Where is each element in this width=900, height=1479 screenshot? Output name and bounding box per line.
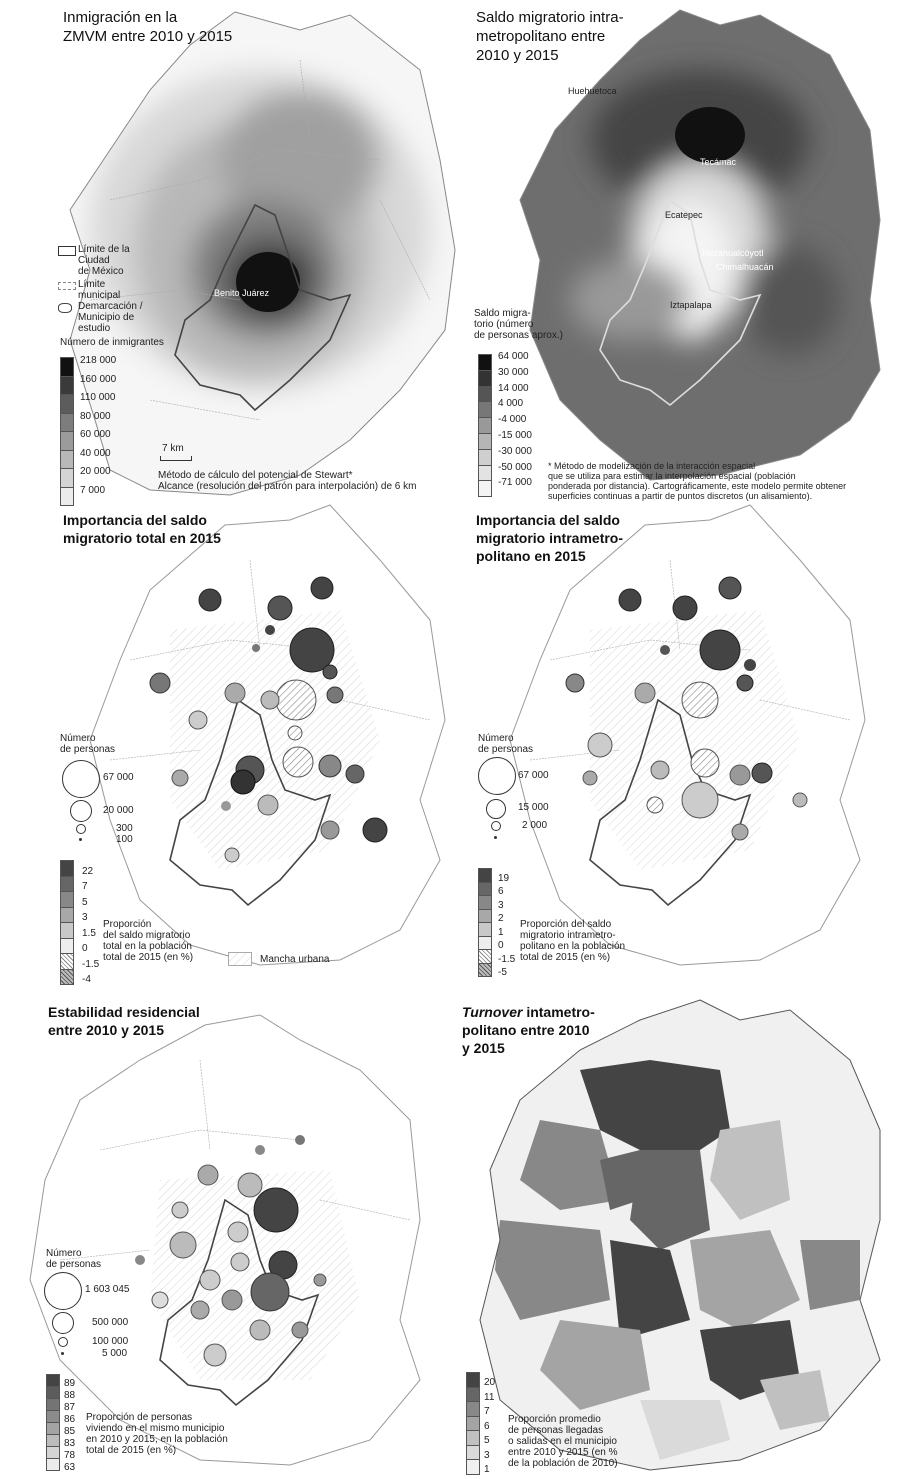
ramp-swatch <box>60 376 74 396</box>
urban-swatch <box>228 952 252 966</box>
ramp-swatch <box>60 876 74 893</box>
place-iztapalapa: Iztapalapa <box>670 300 712 310</box>
panel5-title: Estabilidad residencial entre 2010 y 2015 <box>48 1004 200 1038</box>
ramp-swatch <box>478 909 492 924</box>
ramp-swatch <box>466 1416 480 1432</box>
ramp-value: 40 000 <box>80 447 111 459</box>
size-label: 500 000 <box>92 1317 129 1328</box>
ramp-swatch <box>60 431 74 451</box>
legend-cdmx-label: Límite de la Ciudad de México <box>78 244 130 277</box>
ramp-value: 0 <box>82 943 88 955</box>
ramp-value: 160 000 <box>80 373 117 385</box>
size-label: 100 <box>116 834 133 845</box>
ramp-swatch <box>466 1387 480 1403</box>
ramp-value: 1 <box>484 1464 490 1476</box>
panel2-title: Saldo migratorio intra- metropolitano entre 2010 y 2015 <box>476 9 624 64</box>
ramp-value: 86 <box>64 1414 76 1425</box>
place-chimalhuacan: Chimalhuacán <box>716 262 774 272</box>
ramp-value: 80 000 <box>80 410 111 422</box>
legend-demarc-label: Demarcación / Municipio de estudio <box>78 301 143 334</box>
ramp-value: 7 <box>82 881 88 893</box>
ramp-value: 88 <box>64 1390 76 1401</box>
size-circle-small <box>58 1337 68 1347</box>
ramp-value: 30 000 <box>498 366 529 378</box>
ramp-value: -1.5 <box>498 953 516 965</box>
size-circle-medium <box>70 800 92 822</box>
ramp-swatch <box>60 487 74 507</box>
ramp-swatch <box>478 936 492 951</box>
ramp-value: 5 <box>82 896 88 908</box>
ramp-swatch <box>466 1401 480 1417</box>
ramp-swatch <box>60 357 74 377</box>
ramp-swatch <box>478 417 492 434</box>
size-circle-medium <box>486 799 506 819</box>
size-label: 5 000 <box>102 1348 128 1359</box>
place-tecamac: Tecámac <box>700 157 737 167</box>
panel1-place-label: Benito Juárez <box>214 288 270 298</box>
legend-demarc-swatch <box>58 303 72 313</box>
size-circle-tiny <box>61 1352 64 1355</box>
panel3-ramp-title: Proporción del saldo migratorio total en la población total de 2015 (en %) <box>103 919 194 963</box>
ramp-swatch <box>478 370 492 387</box>
ramp-swatch <box>60 450 74 470</box>
ramp-swatch <box>60 468 74 488</box>
place-huehuetoca: Huehuetoca <box>568 86 617 96</box>
ramp-swatch <box>60 969 74 986</box>
panel4-title: Importancia del saldo migratorio intrametro- politano en 2015 <box>476 512 624 564</box>
ramp-value: 2 <box>498 913 504 925</box>
legend-muni-swatch <box>58 282 76 290</box>
panel5-map <box>30 1015 420 1465</box>
panel2-map <box>510 10 890 490</box>
panel1-title: Inmigración en la ZMVM entre 2010 y 2015 <box>63 9 233 45</box>
ramp-value: 14 000 <box>498 382 529 394</box>
urban-label: Mancha urbana <box>260 954 330 965</box>
panel2-ramp-title: Saldo migra- torio (número de personas aprox.) <box>474 308 563 341</box>
ramp-value: 5 <box>484 1435 490 1447</box>
ramp-swatch <box>478 949 492 964</box>
ramp-value: -30 000 <box>498 445 532 457</box>
panel5-ramp-title: Proporción de personas viviendo en el mismo municipio en 2010 y 2015, en la población total de 2015 (en %) <box>86 1412 228 1456</box>
ramp-value: 6 <box>484 1420 490 1432</box>
panel2-note: * Método de modelización de la interacción espacial que se utiliza para estimar la interpolación espacial (población ponderada por distancia). Cartográficamente, este modelo permite obtener superficies continuas a partir de puntos discretos (un alisamiento). <box>548 461 847 501</box>
ramp-swatch <box>478 433 492 450</box>
ramp-swatch <box>478 922 492 937</box>
ramp-swatch <box>478 386 492 403</box>
ramp-value: 7 <box>484 1406 490 1418</box>
ramp-value: 11 <box>484 1391 495 1403</box>
size-label: 15 000 <box>518 802 549 813</box>
size-circle-tiny <box>79 838 82 841</box>
place-nezahualcoyotl: Nezahualcóyotl <box>702 248 764 258</box>
ramp-value: 3 <box>82 912 88 924</box>
ramp-value: -71 000 <box>498 477 532 489</box>
ramp-value: 20 <box>484 1377 496 1389</box>
ramp-value: 218 000 <box>80 355 117 367</box>
legend-muni-label: Límite municipal <box>78 279 121 301</box>
ramp-value: -15 000 <box>498 429 532 441</box>
panel4-ramp-title: Proporción del saldo migratorio intrametro- politano en la población total de 2015 (en %) <box>520 919 626 963</box>
size-label: 20 000 <box>103 805 134 816</box>
ramp-swatch <box>478 401 492 418</box>
ramp-value: 64 000 <box>498 350 529 362</box>
ramp-swatch <box>60 938 74 955</box>
ramp-swatch <box>478 465 492 482</box>
panel5-size-title: Número de personas <box>46 1248 102 1270</box>
panel1-note: Método de cálculo del potencial de Stewart* Alcance (resolución del patrón para interpolación) de 6 km <box>158 470 417 492</box>
size-label: 100 000 <box>92 1336 129 1347</box>
size-label: 2 000 <box>522 820 548 831</box>
ramp-value: 20 000 <box>80 466 111 478</box>
legend-cdmx-swatch <box>58 246 76 256</box>
panel3-map <box>90 505 445 965</box>
ramp-value: -5 <box>498 967 507 979</box>
size-label: 67 000 <box>103 772 134 783</box>
ramp-swatch <box>60 891 74 908</box>
panel4-size-title: Número de personas <box>478 733 534 755</box>
panel4-map <box>510 505 865 965</box>
size-circle-small <box>76 824 86 834</box>
size-label: 1 603 045 <box>85 1284 130 1295</box>
ramp-value: 22 <box>82 865 94 877</box>
ramp-swatch <box>478 963 492 978</box>
ramp-value: 85 <box>64 1426 76 1437</box>
ramp-swatch <box>60 860 74 877</box>
panel6-ramp-title: Proporción promedio de personas llegadas o salidas en el municipio entre 2010 y 2015 (en % de la población de 2010) <box>508 1414 618 1469</box>
ramp-swatch <box>466 1445 480 1461</box>
size-circle-large <box>478 757 516 795</box>
ramp-swatch <box>466 1430 480 1446</box>
ramp-value: 78 <box>64 1450 76 1461</box>
panel1-scale-label: 7 km <box>162 443 184 454</box>
size-circle-small <box>491 821 501 831</box>
ramp-swatch <box>60 953 74 970</box>
size-label: 67 000 <box>518 770 549 781</box>
ramp-value: 0 <box>498 940 504 952</box>
ramp-value: 4 000 <box>498 398 524 410</box>
ramp-value: 6 <box>498 886 504 898</box>
ramp-value: 63 <box>64 1462 76 1473</box>
panel3-title: Importancia del saldo migratorio total en 2015 <box>63 512 221 546</box>
size-circle-large <box>44 1272 82 1310</box>
ramp-swatch <box>478 354 492 371</box>
ramp-value: 7 000 <box>80 484 106 496</box>
size-circle-medium <box>52 1312 74 1334</box>
ramp-value: -1.5 <box>82 958 100 970</box>
ramp-value: -4 <box>82 974 91 986</box>
ramp-swatch <box>60 907 74 924</box>
ramp-swatch <box>478 868 492 883</box>
ramp-swatch <box>478 895 492 910</box>
ramp-value: -50 000 <box>498 461 532 473</box>
ramp-swatch <box>60 413 74 433</box>
ramp-value: 3 <box>498 899 504 911</box>
panel3-size-title: Número de personas <box>60 733 116 755</box>
ramp-value: 19 <box>498 872 510 884</box>
ramp-swatch <box>466 1372 480 1388</box>
ramp-swatch <box>466 1459 480 1475</box>
ramp-value: -4 000 <box>498 414 527 426</box>
panel6-title <box>462 1003 595 1057</box>
panel6-map <box>480 1000 890 1475</box>
size-circle-tiny <box>494 836 497 839</box>
panel6-title-italic: Turnover <box>462 1004 523 1020</box>
ramp-value: 110 000 <box>80 392 116 404</box>
ramp-value: 89 <box>64 1378 76 1389</box>
panel6-title-rest: intametro- politano entre 2010 y 2015 <box>462 1004 595 1056</box>
panel1-ramp-title: Número de inmigrantes <box>60 337 164 348</box>
ramp-value: 1 <box>498 926 504 938</box>
size-label: 300 <box>116 823 133 834</box>
ramp-value: 3 <box>484 1449 490 1461</box>
ramp-value: 60 000 <box>80 429 111 441</box>
ramp-value: 83 <box>64 1438 76 1449</box>
ramp-swatch <box>478 480 492 497</box>
ramp-value: 1.5 <box>82 927 96 939</box>
ramp-swatch <box>46 1458 60 1471</box>
scale-bar <box>160 456 192 461</box>
place-ecatepec: Ecatepec <box>665 210 703 220</box>
ramp-value: 87 <box>64 1402 76 1413</box>
ramp-swatch <box>60 394 74 414</box>
size-circle-large <box>62 760 100 798</box>
ramp-swatch <box>60 922 74 939</box>
ramp-swatch <box>478 449 492 466</box>
ramp-swatch <box>478 882 492 897</box>
